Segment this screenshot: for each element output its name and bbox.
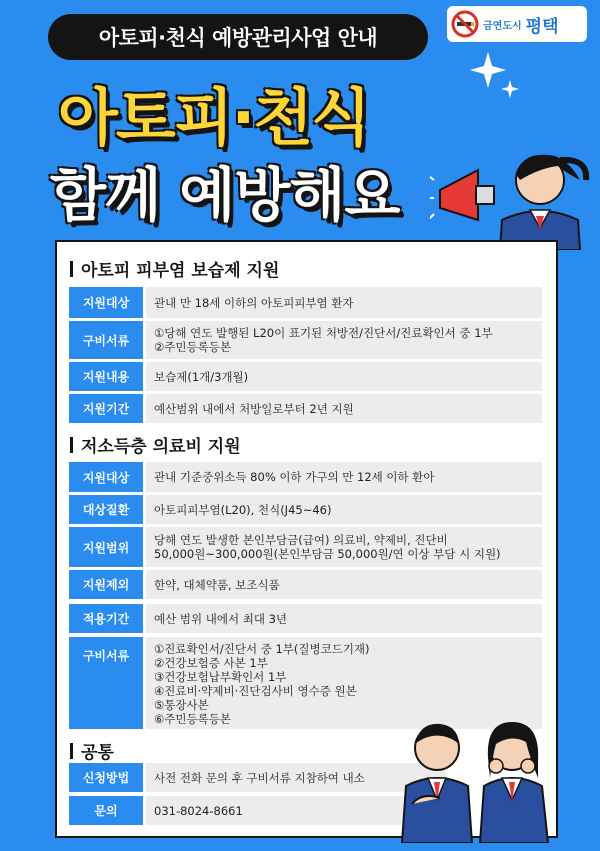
- row-value-line: ⑥주민등록등본: [154, 712, 231, 726]
- no-smoking-icon: [451, 10, 479, 38]
- info-row: [69, 763, 446, 792]
- row-value-line: 031-8024-8661: [154, 803, 243, 818]
- row-label: 적용기간: [69, 604, 143, 633]
- city-badge: [447, 6, 587, 42]
- row-value: [146, 321, 542, 359]
- row-value-line: 예산 범위 내에서 최대 3년: [154, 611, 288, 626]
- row-value-line: 보습제(1개/3개월): [154, 369, 249, 384]
- row-value-line: 예산범위 내에서 처방일로부터 2년 지원: [154, 401, 354, 416]
- row-value-line: ⑤통장사본: [154, 698, 209, 712]
- row-value-line: ③건강보험납부확인서 1부: [154, 670, 287, 684]
- row-value: [146, 362, 542, 391]
- badge-city-text: 평택: [525, 16, 559, 37]
- info-row: [69, 495, 542, 524]
- info-row: [69, 287, 542, 318]
- row-value-line: 당해 연도 발생한 본인부담금(급여) 의료비, 약제비, 진단비: [154, 533, 448, 547]
- row-label: 지원제외: [69, 570, 143, 599]
- row-value-line: ①당해 연도 발행된 L20이 표기된 처방전/진단서/진료확인서 중 1부: [154, 326, 493, 340]
- section-title-text: 저소득층 의료비 지원: [81, 437, 241, 457]
- row-value-line: 사전 전화 문의 후 구비서류 지참하여 내소: [154, 770, 365, 785]
- row-label: 문의: [69, 796, 143, 825]
- info-row: [69, 527, 542, 567]
- row-label: 지원기간: [69, 394, 143, 423]
- info-row: [69, 321, 542, 359]
- row-label: 지원대상: [69, 462, 143, 492]
- headline-primary: 아토피·천식: [58, 81, 370, 154]
- headline-secondary: 함께 예방해요: [50, 161, 400, 229]
- row-value-line: ②주민등록등본: [154, 340, 231, 354]
- badge-small-text: 금연도시: [483, 20, 522, 32]
- section-title-medical-cost: [70, 432, 241, 457]
- row-label: 지원대상: [69, 287, 143, 318]
- section-title-text: 공통: [81, 743, 114, 763]
- row-value-line: 한약, 대체약품, 보조식품: [154, 577, 280, 592]
- section-title-common: [70, 738, 114, 763]
- row-label: 신청방법: [69, 763, 143, 792]
- megaphone-icon: [430, 170, 494, 222]
- row-label: 지원범위: [69, 527, 143, 567]
- row-value: [146, 527, 542, 567]
- section-bar: [70, 261, 73, 277]
- section-title-moisturizer: [70, 256, 279, 281]
- row-label: 대상질환: [69, 495, 143, 524]
- row-value-line: ④진료비·약제비·진단검사비 영수증 원본: [154, 684, 357, 698]
- row-value-line: 관내 기준중위소득 80% 이하 가구의 만 12세 이하 환아: [154, 470, 435, 484]
- girl-megaphone-illustration: [430, 150, 590, 250]
- info-row: [69, 362, 542, 391]
- section-title-text: 아토피 피부염 보습제 지원: [81, 261, 280, 281]
- info-row: [69, 462, 542, 492]
- row-label: 구비서류: [69, 321, 143, 359]
- row-value: [146, 394, 542, 423]
- section-bar: [70, 743, 73, 759]
- row-value: [146, 462, 542, 492]
- row-label: 구비서류: [69, 637, 143, 729]
- row-value-line: 50,000원~300,000원(본인부담금 50,000원/연 이상 부담 시 지원): [154, 547, 501, 561]
- row-value-line: 아토피피부염(L20), 천식(J45~46): [154, 502, 332, 517]
- row-value: [146, 570, 542, 599]
- row-value-line: ①진료확인서/진단서 중 1부(질병코드기재): [154, 642, 370, 656]
- row-value: [146, 287, 542, 318]
- row-value: [146, 604, 542, 633]
- row-value-line: ②건강보험증 사본 1부: [154, 656, 268, 670]
- section-bar: [70, 437, 73, 453]
- page-title: 아토피·천식 예방관리사업 안내: [48, 14, 428, 60]
- students-illustration: [392, 708, 562, 843]
- sparkle-icon: [470, 50, 520, 100]
- row-label: 지원내용: [69, 362, 143, 391]
- info-row: [69, 604, 542, 633]
- info-row: [69, 796, 446, 825]
- row-value-line: 관내 만 18세 이하의 아토피피부염 환자: [154, 295, 354, 310]
- info-row: [69, 394, 542, 423]
- info-row: [69, 570, 542, 599]
- row-value: [146, 495, 542, 524]
